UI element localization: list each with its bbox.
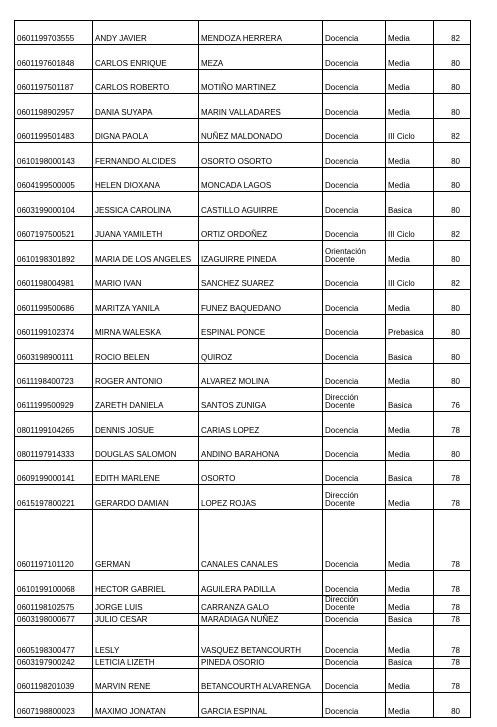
first-name-cell: MARVIN RENE xyxy=(93,669,199,693)
first-name-cell: FERNANDO ALCIDES xyxy=(93,143,199,168)
id-cell: 0601197501187 xyxy=(15,70,93,94)
score-cell: 80 xyxy=(434,339,471,364)
role-cell xyxy=(323,412,386,437)
first-name-cell: MARIO IVAN xyxy=(93,266,199,290)
id-cell: 0610198000143 xyxy=(15,143,93,168)
role-cell xyxy=(323,596,386,614)
level-cell: Media xyxy=(386,669,434,693)
table-row xyxy=(15,614,471,626)
table-row xyxy=(15,388,471,412)
last-name-cell: BETANCOURTH ALVARENGA xyxy=(199,669,323,693)
first-name-cell: JUANA YAMILETH xyxy=(93,217,199,241)
id-cell: 0601198102575 xyxy=(15,596,93,614)
level-cell: III Ciclo xyxy=(386,119,434,143)
first-name-cell: ROCIO BELEN xyxy=(93,339,199,364)
table-row xyxy=(15,669,471,693)
level-cell: Media xyxy=(386,412,434,437)
score-cell: 78 xyxy=(434,596,471,614)
role-cell xyxy=(323,626,386,657)
role-line: Docencia xyxy=(325,560,359,569)
first-name-cell: DIGNA PAOLA xyxy=(93,119,199,143)
id-cell: 0601199102374 xyxy=(15,315,93,339)
role-line: Docente xyxy=(325,401,355,410)
last-name-cell: PINEDA OSORIO xyxy=(199,657,323,669)
last-name-cell: FUNEZ BAQUEDANO xyxy=(199,290,323,315)
first-name-cell: MAXIMO JONATAN xyxy=(93,693,199,718)
score-cell: 80 xyxy=(434,693,471,718)
role-cell xyxy=(323,45,386,70)
score-cell: 78 xyxy=(434,485,471,510)
score-cell: 80 xyxy=(434,45,471,70)
score-cell: 78 xyxy=(434,614,471,626)
id-cell: 0601199703555 xyxy=(15,21,93,45)
role-cell xyxy=(323,669,386,693)
role-line: Docencia xyxy=(325,426,359,435)
score-cell: 80 xyxy=(434,290,471,315)
last-name-cell: QUIROZ xyxy=(199,339,323,364)
role-line: Docencia xyxy=(325,230,359,239)
first-name-cell: JORGE LUIS xyxy=(93,596,199,614)
role-line: Docente xyxy=(325,603,355,612)
role-line: Docencia xyxy=(325,615,359,624)
role-line: Docencia xyxy=(325,34,359,43)
role-line: Docencia xyxy=(325,304,359,313)
table-row xyxy=(15,143,471,168)
first-name-cell: LESLY xyxy=(93,626,199,657)
role-line: Docencia xyxy=(325,279,359,288)
last-name-cell: ANDINO BARAHONA xyxy=(199,437,323,461)
table-row xyxy=(15,626,471,657)
score-cell: 78 xyxy=(434,571,471,596)
role-line: Docencia xyxy=(325,585,359,594)
role-line: Docencia xyxy=(325,328,359,337)
role-line: Docencia xyxy=(325,646,359,655)
role-line: Dirección xyxy=(325,595,359,604)
role-line: Docencia xyxy=(325,206,359,215)
role-cell xyxy=(323,614,386,626)
last-name-cell: OSORTO xyxy=(199,461,323,485)
id-cell: 0609199000141 xyxy=(15,461,93,485)
id-cell: 0601197601848 xyxy=(15,45,93,70)
last-name-cell: CASTILLO AGUIRRE xyxy=(199,192,323,217)
id-cell: 0601198004981 xyxy=(15,266,93,290)
role-line: Docente xyxy=(325,499,355,508)
first-name-cell: CARLOS ENRIQUE xyxy=(93,45,199,70)
level-cell: Media xyxy=(386,45,434,70)
table-row xyxy=(15,168,471,192)
score-cell: 80 xyxy=(434,364,471,388)
first-name-cell: ROGER ANTONIO xyxy=(93,364,199,388)
level-cell: Media xyxy=(386,241,434,266)
role-cell xyxy=(323,21,386,45)
role-cell xyxy=(323,571,386,596)
id-cell: 0611198400723 xyxy=(15,364,93,388)
id-cell: 0607197500521 xyxy=(15,217,93,241)
level-cell: Media xyxy=(386,693,434,718)
table-row xyxy=(15,657,471,669)
first-name-cell: JESSICA CAROLINA xyxy=(93,192,199,217)
first-name-cell: MIRNA WALESKA xyxy=(93,315,199,339)
table-row xyxy=(15,241,471,266)
table-row xyxy=(15,45,471,70)
role-line: Docencia xyxy=(325,450,359,459)
level-cell: III Ciclo xyxy=(386,217,434,241)
score-cell: 80 xyxy=(434,192,471,217)
id-cell: 0615197800221 xyxy=(15,485,93,510)
first-name-cell: CARLOS ROBERTO xyxy=(93,70,199,94)
level-cell: Basica xyxy=(386,388,434,412)
table-row xyxy=(15,339,471,364)
score-cell: 80 xyxy=(434,315,471,339)
level-cell: Basica xyxy=(386,461,434,485)
score-cell: 80 xyxy=(434,94,471,119)
role-cell xyxy=(323,266,386,290)
score-cell: 78 xyxy=(434,657,471,669)
level-cell: Media xyxy=(386,143,434,168)
last-name-cell: MENDOZA HERRERA xyxy=(199,21,323,45)
score-cell: 80 xyxy=(434,241,471,266)
table-row xyxy=(15,290,471,315)
table-row xyxy=(15,693,471,718)
role-line: Docencia xyxy=(325,83,359,92)
last-name-cell: MOTIÑO MARTINEZ xyxy=(199,70,323,94)
score-cell: 78 xyxy=(434,626,471,657)
level-cell: Media xyxy=(386,70,434,94)
last-name-cell: MARADIAGA NUÑEZ xyxy=(199,614,323,626)
last-name-cell: ORTIZ ORDOÑEZ xyxy=(199,217,323,241)
table-row xyxy=(15,266,471,290)
id-cell: 0607198800023 xyxy=(15,693,93,718)
level-cell: Media xyxy=(386,94,434,119)
level-cell: Media xyxy=(386,485,434,510)
records-table xyxy=(14,20,471,718)
last-name-cell: SANCHEZ SUAREZ xyxy=(199,266,323,290)
role-line: Docencia xyxy=(325,707,359,716)
level-cell: III Ciclo xyxy=(386,266,434,290)
level-cell: Basica xyxy=(386,339,434,364)
first-name-cell: LETICIA LIZETH xyxy=(93,657,199,669)
table-row xyxy=(15,21,471,45)
table-row xyxy=(15,596,471,614)
score-cell: 78 xyxy=(434,412,471,437)
table-row xyxy=(15,217,471,241)
id-cell: 0610199100068 xyxy=(15,571,93,596)
role-line: Docencia xyxy=(325,658,359,667)
role-cell xyxy=(323,192,386,217)
id-cell: 0604199500005 xyxy=(15,168,93,192)
first-name-cell: ANDY JAVIER xyxy=(93,21,199,45)
score-cell: 82 xyxy=(434,266,471,290)
level-cell: Media xyxy=(386,168,434,192)
table-row xyxy=(15,192,471,217)
role-line: Docencia xyxy=(325,59,359,68)
id-cell: 0610198301892 xyxy=(15,241,93,266)
role-cell xyxy=(323,388,386,412)
level-cell: Media xyxy=(386,364,434,388)
level-cell: Media xyxy=(386,510,434,571)
score-cell: 82 xyxy=(434,21,471,45)
id-cell: 0601199501483 xyxy=(15,119,93,143)
role-line: Orientación xyxy=(325,247,366,256)
last-name-cell: CANALES CANALES xyxy=(199,510,323,571)
id-cell: 0601198201039 xyxy=(15,669,93,693)
first-name-cell: MARITZA YANILA xyxy=(93,290,199,315)
id-cell: 0601198902957 xyxy=(15,94,93,119)
role-cell xyxy=(323,143,386,168)
last-name-cell: MEZA xyxy=(199,45,323,70)
first-name-cell: DOUGLAS SALOMON xyxy=(93,437,199,461)
role-line: Docencia xyxy=(325,474,359,483)
id-cell: 0603199000104 xyxy=(15,192,93,217)
last-name-cell: VASQUEZ BETANCOURTH xyxy=(199,626,323,657)
first-name-cell: GERMAN xyxy=(93,510,199,571)
last-name-cell: LOPEZ ROJAS xyxy=(199,485,323,510)
id-cell: 0605198300477 xyxy=(15,626,93,657)
level-cell: Media xyxy=(386,571,434,596)
table-row xyxy=(15,70,471,94)
role-cell xyxy=(323,510,386,571)
first-name-cell: JULIO CESAR xyxy=(93,614,199,626)
role-line: Docencia xyxy=(325,181,359,190)
last-name-cell: ESPINAL PONCE xyxy=(199,315,323,339)
last-name-cell: GARCIA ESPINAL xyxy=(199,693,323,718)
role-line: Docencia xyxy=(325,682,359,691)
last-name-cell: OSORTO OSORTO xyxy=(199,143,323,168)
level-cell: Prebasica xyxy=(386,315,434,339)
role-cell xyxy=(323,657,386,669)
last-name-cell: MONCADA LAGOS xyxy=(199,168,323,192)
role-line: Docencia xyxy=(325,132,359,141)
id-cell: 0601199500686 xyxy=(15,290,93,315)
last-name-cell: CARIAS LOPEZ xyxy=(199,412,323,437)
table-row xyxy=(15,94,471,119)
first-name-cell: DENNIS JOSUE xyxy=(93,412,199,437)
first-name-cell: MARIA DE LOS ANGELES xyxy=(93,241,199,266)
role-cell xyxy=(323,290,386,315)
first-name-cell: HECTOR GABRIEL xyxy=(93,571,199,596)
role-line: Docencia xyxy=(325,377,359,386)
table-row xyxy=(15,412,471,437)
role-cell xyxy=(323,693,386,718)
score-cell: 82 xyxy=(434,119,471,143)
role-cell xyxy=(323,70,386,94)
first-name-cell: HELEN DIOXANA xyxy=(93,168,199,192)
table-row xyxy=(15,461,471,485)
id-cell: 0611199500929 xyxy=(15,388,93,412)
role-line: Docencia xyxy=(325,157,359,166)
score-cell: 80 xyxy=(434,437,471,461)
score-cell: 78 xyxy=(434,461,471,485)
table-row xyxy=(15,437,471,461)
role-cell xyxy=(323,315,386,339)
records-table-body xyxy=(15,21,471,718)
role-cell xyxy=(323,94,386,119)
role-line: Docente xyxy=(325,255,355,264)
role-cell xyxy=(323,119,386,143)
role-line: Dirección xyxy=(325,393,359,402)
table-row xyxy=(15,571,471,596)
role-line: Docencia xyxy=(325,108,359,117)
level-cell: Basica xyxy=(386,614,434,626)
level-cell: Media xyxy=(386,626,434,657)
level-cell: Basica xyxy=(386,657,434,669)
role-cell xyxy=(323,461,386,485)
role-cell xyxy=(323,364,386,388)
table-row xyxy=(15,510,471,571)
last-name-cell: CARRANZA GALO xyxy=(199,596,323,614)
role-line: Dirección xyxy=(325,491,359,500)
id-cell: 0603198900111 xyxy=(15,339,93,364)
last-name-cell: AGUILERA PADILLA xyxy=(199,571,323,596)
level-cell: Media xyxy=(386,21,434,45)
score-cell: 82 xyxy=(434,217,471,241)
id-cell: 0801197914333 xyxy=(15,437,93,461)
id-cell: 0603197900242 xyxy=(15,657,93,669)
level-cell: Basica xyxy=(386,192,434,217)
first-name-cell: GERARDO DAMIAN xyxy=(93,485,199,510)
id-cell: 0601197101120 xyxy=(15,510,93,571)
table-row xyxy=(15,485,471,510)
last-name-cell: MARIN VALLADARES xyxy=(199,94,323,119)
role-cell xyxy=(323,485,386,510)
score-cell: 80 xyxy=(434,70,471,94)
last-name-cell: NUÑEZ MALDONADO xyxy=(199,119,323,143)
first-name-cell: EDITH MARLENE xyxy=(93,461,199,485)
last-name-cell: IZAGUIRRE PINEDA xyxy=(199,241,323,266)
score-cell: 78 xyxy=(434,510,471,571)
table-row xyxy=(15,315,471,339)
role-cell xyxy=(323,437,386,461)
role-cell xyxy=(323,217,386,241)
score-cell: 78 xyxy=(434,669,471,693)
role-cell xyxy=(323,168,386,192)
first-name-cell: ZARETH DANIELA xyxy=(93,388,199,412)
score-cell: 80 xyxy=(434,143,471,168)
table-row xyxy=(15,119,471,143)
id-cell: 0801199104265 xyxy=(15,412,93,437)
level-cell: Media xyxy=(386,596,434,614)
table-row xyxy=(15,364,471,388)
id-cell: 0603198000677 xyxy=(15,614,93,626)
role-cell xyxy=(323,339,386,364)
score-cell: 76 xyxy=(434,388,471,412)
score-cell: 80 xyxy=(434,168,471,192)
role-line: Docencia xyxy=(325,353,359,362)
role-cell xyxy=(323,241,386,266)
level-cell: Media xyxy=(386,290,434,315)
first-name-cell: DANIA SUYAPA xyxy=(93,94,199,119)
last-name-cell: ALVAREZ MOLINA xyxy=(199,364,323,388)
last-name-cell: SANTOS ZUNIGA xyxy=(199,388,323,412)
level-cell: Media xyxy=(386,437,434,461)
